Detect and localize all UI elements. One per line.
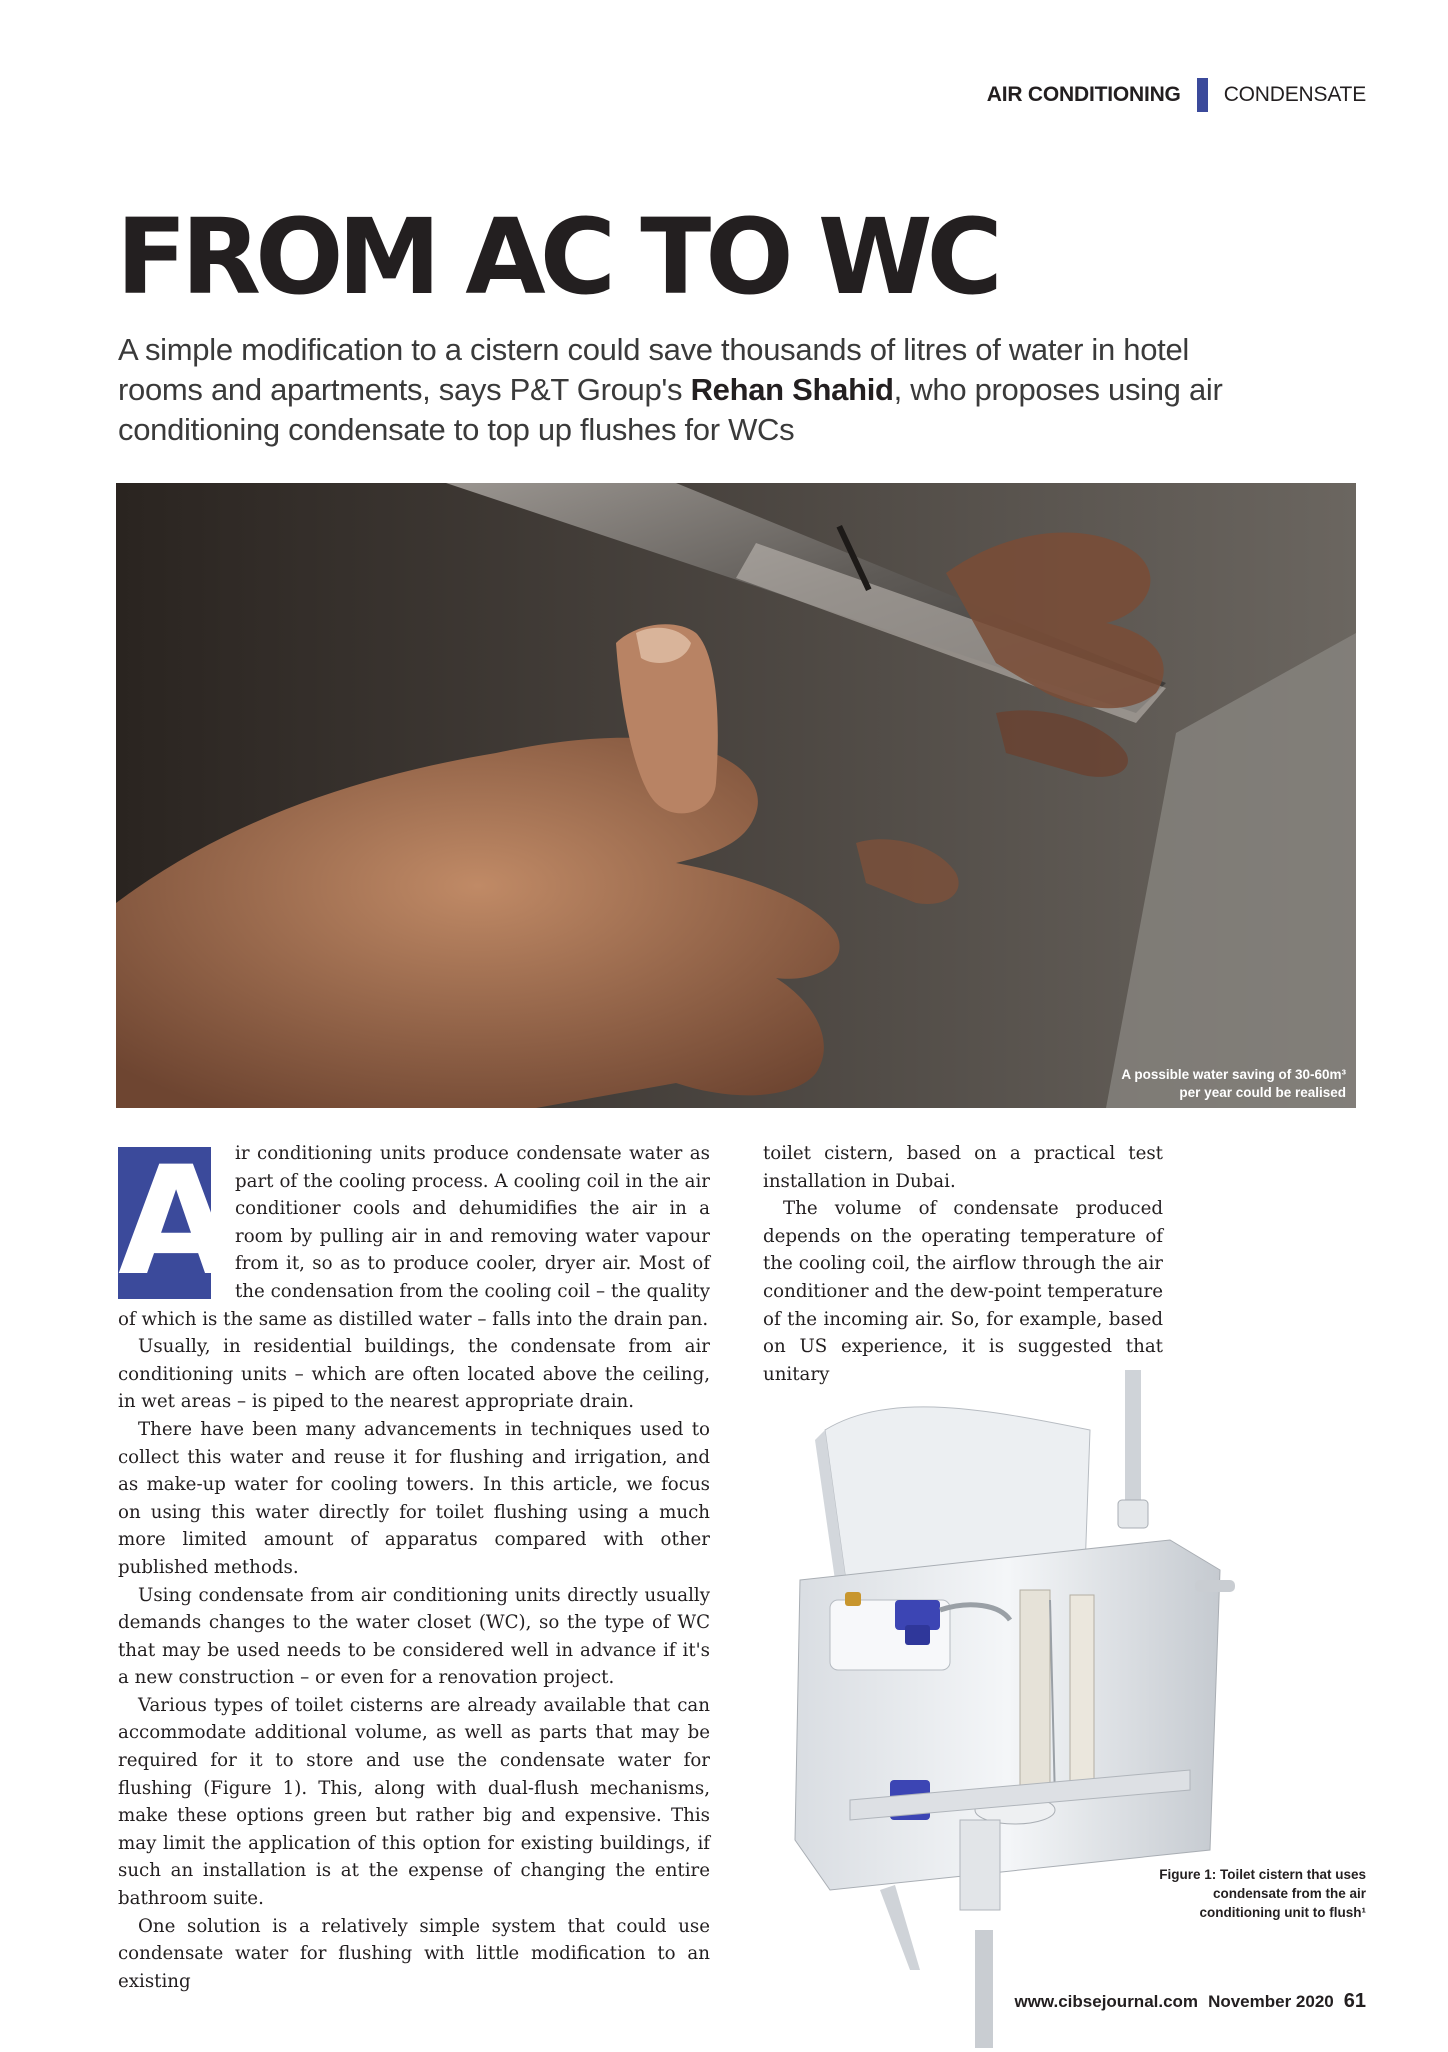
standfirst-text-2: , who proposes using air conditioning condensate to top up flushes for WCs [118,372,1223,447]
paragraph: Various types of toilet cisterns are already available that can accommodate additional volume, as well as parts that may be required for it to store and use the condensate water for flushing (Figure 1). This, along with dual-flush mechanisms, make these options green but rather big and expensive. This may limit the application of this option for existing buildings, if such an installation is at the expense of changing the entire bathroom suite. [118,1694,710,1910]
issue-date: November 2020 [1208,1992,1334,2011]
section-divider [1197,78,1208,112]
hero-caption: A possible water saving of 30-60m³ per year could be realised [1121,1067,1346,1100]
paragraph: Using condensate from air conditioning units directly usually demands changes to the water closet (WC), so the type of WC that may be used needs to be considered well in advance if it's a new construction – or even for a renovation project. [118,1584,710,1689]
figure-caption: Figure 1: Toilet cistern that uses condensate from the air conditioning unit to flush¹ [1159,1867,1366,1920]
article-title: FROM AC TO WC [116,196,997,318]
page-number: 61 [1343,1990,1366,2012]
body-column-1 [118,1135,710,1995]
paragraph: One solution is a relatively simple system that could use condensate water for flushing with little modification to an existing [118,1915,710,1992]
page-footer [1014,1990,1366,2013]
journal-url[interactable]: www.cibsejournal.com [1014,1992,1199,2011]
section-header [987,78,1366,112]
paragraph: The volume of condensate produced depends on the operating temperature of the cooling coil, the airflow through the air conditioner and the dew-point temperature of the incoming air. So, for example, based on US experience, it is suggested that unitary [763,1198,1163,1385]
body-column-2 [763,1140,1163,1388]
hero-photo [116,483,1356,1108]
paragraph: There have been many advancements in techniques used to collect this water and reuse it for flushing and irrigation, and as make-up water for cooling towers. In this article, we focus on using this water directly for toilet flushing using a much more limited amount of apparatus compared with other published methods. [118,1418,710,1578]
paragraph: Usually, in residential buildings, the condensate from air conditioning units – which are often located above the ceiling, in wet areas – is piped to the nearest appropriate drain. [118,1336,710,1413]
paragraph: ir conditioning units produce condensate water as part of the cooling process. A cooling coil in the air conditioner cools and dehumidifies the air in a room by pulling air in and removing water vapour from it, so as to produce cooler, dryer air. Most of the condensation from the cooling coil – the quality of which is the same as distilled water – falls into the drain pan. [118,1143,710,1330]
author-name: Rehan Shahid [690,372,894,407]
drop-cap: A [118,1135,229,1309]
standfirst-text-1: A simple modification to a cistern could save thousands of litres of water in hotel rooms and apartments, says P&T Group's [118,332,1189,407]
section-label: AIR CONDITIONING [986,83,1181,106]
standfirst [118,330,1248,450]
cistern-figure [770,1370,1250,2048]
paragraph: toilet cistern, based on a practical test installation in Dubai. [763,1143,1163,1192]
toilet-cistern-illustration [770,1370,1250,2048]
topic-label: CONDENSATE [1223,83,1366,106]
hands-flush-plate-illustration [116,483,1356,1108]
